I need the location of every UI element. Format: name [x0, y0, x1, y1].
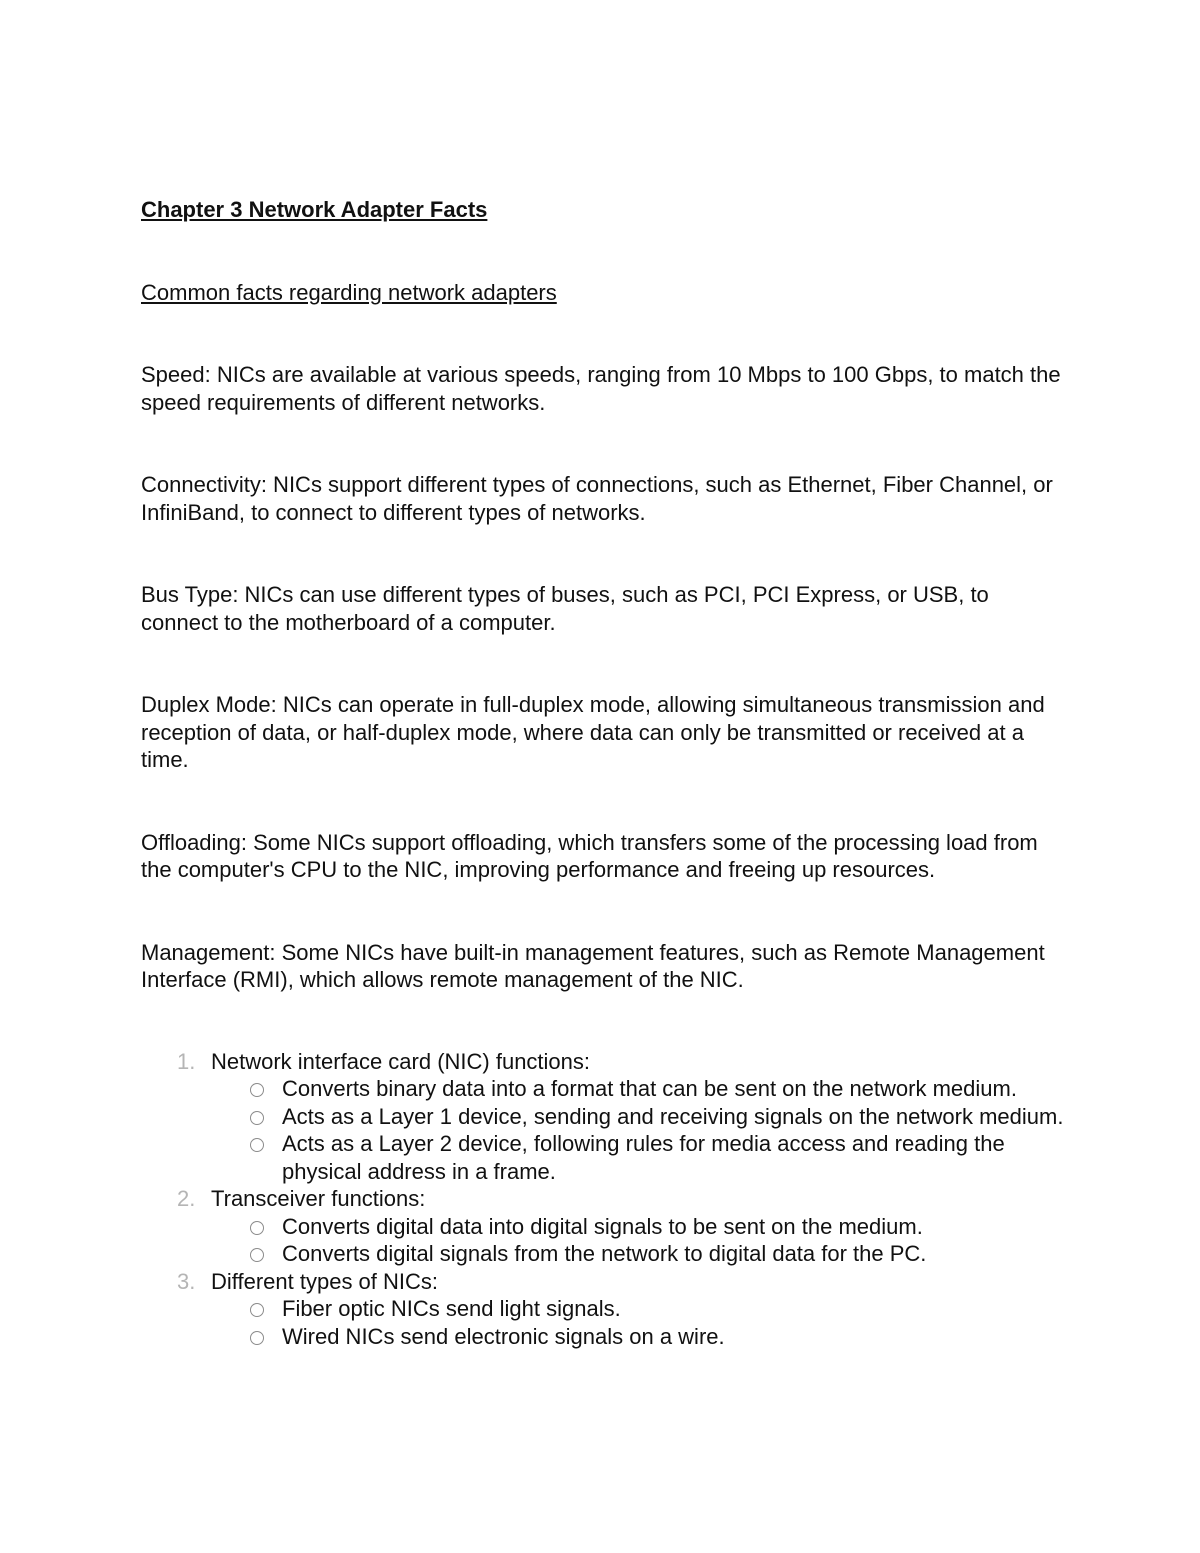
document-subtitle: Common facts regarding network adapters	[141, 279, 557, 305]
sublist-item-text: Acts as a Layer 2 device, following rules for media access and reading the physical address in a frame.	[282, 1131, 1005, 1184]
paragraph-bus-type: Bus Type: NICs can use different types of buses, such as PCI, PCI Express, or USB, to connect to the motherboard of a computer.	[141, 582, 989, 635]
list-item	[141, 1048, 1071, 1186]
sublist-item	[141, 1130, 1071, 1185]
document-page	[141, 196, 1071, 1350]
sublist-item	[141, 1103, 1071, 1131]
hollow-circle-bullet-icon	[250, 1111, 264, 1125]
paragraph-connectivity: Connectivity: NICs support different types of connections, such as Ethernet, Fiber Channel, or InfiniBand, to connect to different types of networks.	[141, 472, 1053, 525]
hollow-circle-bullet-icon	[250, 1303, 264, 1317]
list-item-text: Transceiver functions:	[211, 1186, 426, 1211]
sublist-item-text: Fiber optic NICs send light signals.	[282, 1296, 621, 1321]
paragraph-offloading: Offloading: Some NICs support offloading, which transfers some of the processing load from the computer's CPU to the NIC, improving performance and freeing up resources.	[141, 829, 1038, 882]
sublist-item	[141, 1075, 1071, 1103]
list-item	[141, 1268, 1071, 1351]
sublist-item	[141, 1213, 1071, 1241]
document-title: Chapter 3 Network Adapter Facts	[141, 197, 488, 222]
sublist	[211, 1213, 1071, 1268]
sublist-item-text: Converts digital signals from the network to digital data for the PC.	[282, 1241, 927, 1266]
hollow-circle-bullet-icon	[250, 1221, 264, 1235]
sublist-item	[141, 1295, 1071, 1323]
list-number: 1.	[177, 1048, 196, 1074]
hollow-circle-bullet-icon	[250, 1248, 264, 1262]
sublist-item	[141, 1323, 1071, 1351]
paragraph-duplex-mode: Duplex Mode: NICs can operate in full-duplex mode, allowing simultaneous transmission and reception of data, or half-duplex mode, where data can only be transmitted or received at a time.	[141, 692, 1045, 772]
hollow-circle-bullet-icon	[250, 1138, 264, 1152]
numbered-list	[141, 1048, 1071, 1351]
list-number: 2.	[177, 1186, 196, 1211]
sublist	[211, 1295, 1071, 1350]
list-number: 3.	[177, 1268, 196, 1294]
paragraph-management: Management: Some NICs have built-in management features, such as Remote Management Interface (RMI), which allows remote management of the NIC.	[141, 939, 1045, 992]
sublist-item-text: Acts as a Layer 1 device, sending and receiving signals on the network medium.	[282, 1103, 1064, 1129]
hollow-circle-bullet-icon	[250, 1331, 264, 1345]
sublist-item-text: Wired NICs send electronic signals on a wire.	[282, 1323, 725, 1349]
sublist-item-text: Converts binary data into a format that can be sent on the network medium.	[282, 1076, 1017, 1101]
sublist	[211, 1075, 1071, 1185]
hollow-circle-bullet-icon	[250, 1083, 264, 1097]
sublist-item	[141, 1240, 1071, 1268]
list-item	[141, 1185, 1071, 1268]
list-item-text: Network interface card (NIC) functions:	[211, 1048, 591, 1074]
list-item-text: Different types of NICs:	[211, 1268, 439, 1294]
sublist-item-text: Converts digital data into digital signals to be sent on the medium.	[282, 1213, 923, 1239]
paragraph-speed: Speed: NICs are available at various speeds, ranging from 10 Mbps to 100 Gbps, to match the speed requirements of different networks.	[141, 362, 1061, 415]
